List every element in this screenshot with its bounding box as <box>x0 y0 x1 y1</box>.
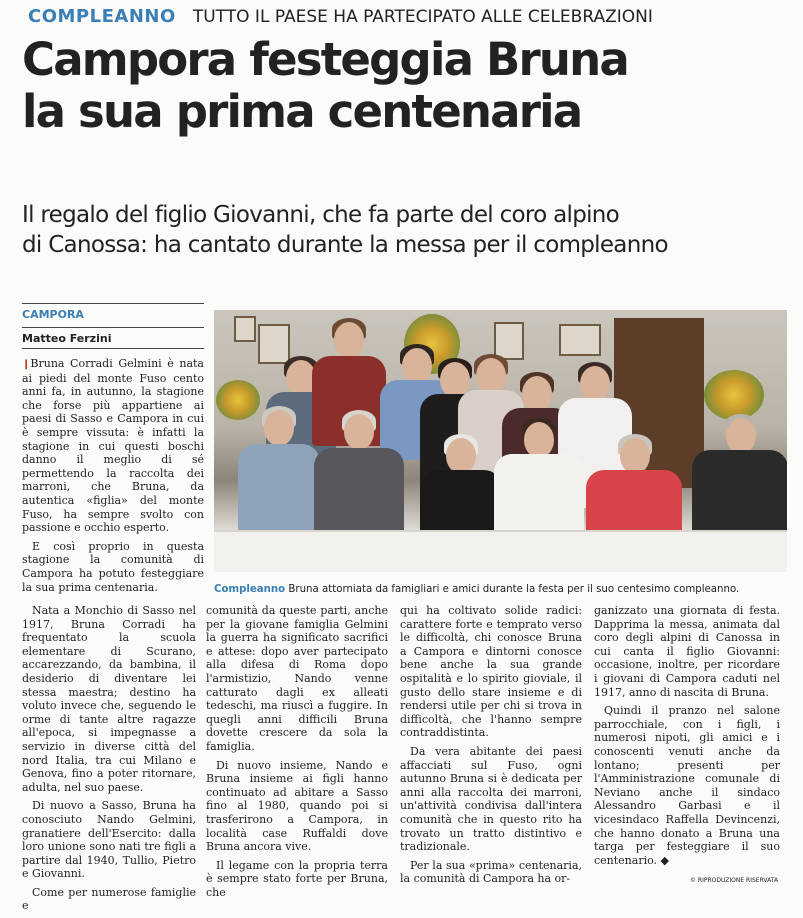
paragraph: Per la sua «prima» centenaria, la comunità di Campora ha or- <box>400 858 582 886</box>
headline <box>22 34 797 138</box>
intro-paragraph-1: ❙ Bruna Corradi Gelmini è nata ai piedi del monte Fuso cento anni fa, in autunno, la stagione che forse più appartiene ai paesi di Sasso e Campora in cui è sempre vissuta: è infatti la stagione in cui questi boschi danno il meglio di sé permettendo la raccolta dei marroni, che Bruna, da autentica «figlia» del monte Fuso, ha sempre svolto con passione e occhio esperto. <box>22 357 204 535</box>
article-column-1 <box>22 604 196 918</box>
wall-frame-right <box>559 324 601 356</box>
byline-rule-middle <box>22 327 204 328</box>
headline-line-1: Campora festeggia Bruna <box>22 33 628 86</box>
article-column-3 <box>400 604 582 891</box>
banquet-table <box>214 530 787 572</box>
paragraph: comunità da queste parti, anche per la giovane famiglia Gelmini la guerra ha significato sacrifici e attese: dopo aver partecipato alla difesa di Roma dopo l'armistizio, Nando venne catturato dagli ex alleati tedeschi, ma riuscì a fuggire. In quegli anni difficili Bruna dovette crescere da sola la famiglia. <box>206 604 388 753</box>
article-column-2 <box>206 604 388 904</box>
paragraph: Da vera abitante dei paesi affacciati sul Fuso, ogni autunno Bruna si è dedicata per anni alla raccolta dei marroni, un'attività condivisa dall'intera comunità che in questo rito ha trovato un tratto distintivo e tradizionale. <box>400 744 582 854</box>
paragraph: Nata a Monchio di Sasso nel 1917, Bruna Corradi ha frequentato la scuola elementare di Scurano, accarezzando, da bambina, il desiderio di diventare lei stessa maestra; destino ha voluto invece che, seguendo le orme di tante altre ragazze all'epoca, si impegnasse a servizio in diverse città del nord Italia, tra cui Milano e Genova, fino a poter ritornare, adulta, nel suo paese. <box>22 604 196 794</box>
paragraph: Come per numerose famiglie e <box>22 885 196 913</box>
paragraph: Quindi il pranzo nel salone parrocchiale, con i figli, i numerosi nipoti, gli amici e i conoscenti venuti anche da lontano; presenti per l'Amministrazione comunale di Neviano anche il sindaco Alessandro Garbasi e il vicesindaco Raffella Devincenzi, che hanno donato a Bruna una targa per festeggiare il suo centenario. ◆ <box>594 704 780 867</box>
headline-line-2: la sua prima centenaria <box>22 85 582 138</box>
wall-frame-left <box>258 324 290 364</box>
intro-column <box>22 357 204 599</box>
author-name: Matteo Ferzini <box>22 332 112 345</box>
kicker-subtitle: TUTTO IL PAESE HA PARTECIPATO ALLE CELEBRAZIONI <box>192 7 653 27</box>
flower-bouquet-left <box>216 380 260 420</box>
byline-rule-bottom <box>22 348 204 349</box>
intro-paragraph-2: E così proprio in questa stagione la comunità di Campora ha potuto festeggiare la sua prima centenaria. <box>22 539 204 594</box>
paragraph: qui ha coltivato solide radici: carattere forte e temprato verso le difficoltà, chi conosce Bruna a Campora e dintorni conosce bene anche la sua grande ospitalità e lo spirito gioviale, il gusto dello stare insieme e di rendersi utile per chi si trova in difficoltà, che l'hanno sempre contraddistinta. <box>400 604 582 740</box>
subheadline <box>22 200 797 260</box>
paragraph: ganizzato una giornata di festa. Dapprima la messa, animata dal coro degli alpini di Canossa in cui canta il figlio Giovanni: occasione, inoltre, per ricordare i giovani di Campora caduti nel 1917, anno di nascita di Bruna. <box>594 604 780 699</box>
subheadline-line-2: di Canossa: ha cantato durante la messa per il compleanno <box>22 232 668 258</box>
paragraph: Di nuovo insieme, Nando e Bruna insieme ai figli hanno continuato ad abitare a Sasso fino al 1980, quando poi si trasferirono a Campora, in località case Ruffaldi dove Bruna ancora vive. <box>206 758 388 854</box>
section-label: COMPLEANNO <box>28 6 176 27</box>
wall-frame-small <box>234 316 256 342</box>
kicker <box>28 6 653 27</box>
flower-bouquet-right <box>704 370 764 420</box>
caption-label: Compleanno <box>214 584 286 595</box>
article-column-4 <box>594 604 780 872</box>
caption-text: Bruna attorniata da famigliari e amici durante la festa per il suo centesimo compleanno. <box>288 584 740 595</box>
paragraph: Il legame con la propria terra è sempre stato forte per Bruna, che <box>206 858 388 899</box>
location-tag: CAMPORA <box>22 308 84 321</box>
subheadline-line-1: Il regalo del figlio Giovanni, che fa parte del coro alpino <box>22 202 620 228</box>
photo-caption <box>214 584 739 595</box>
copyright-notice: © RIPRODUZIONE RISERVATA <box>690 877 779 884</box>
paragraph: Di nuovo a Sasso, Bruna ha conosciuto Nando Gelmini, granatiere dell'Esercito: dalla loro unione sono nati tre figli a partire dal 1940, Tullio, Pietro e Giovanni. <box>22 799 196 881</box>
byline-rule-top <box>22 303 204 304</box>
group-photo <box>214 310 787 572</box>
